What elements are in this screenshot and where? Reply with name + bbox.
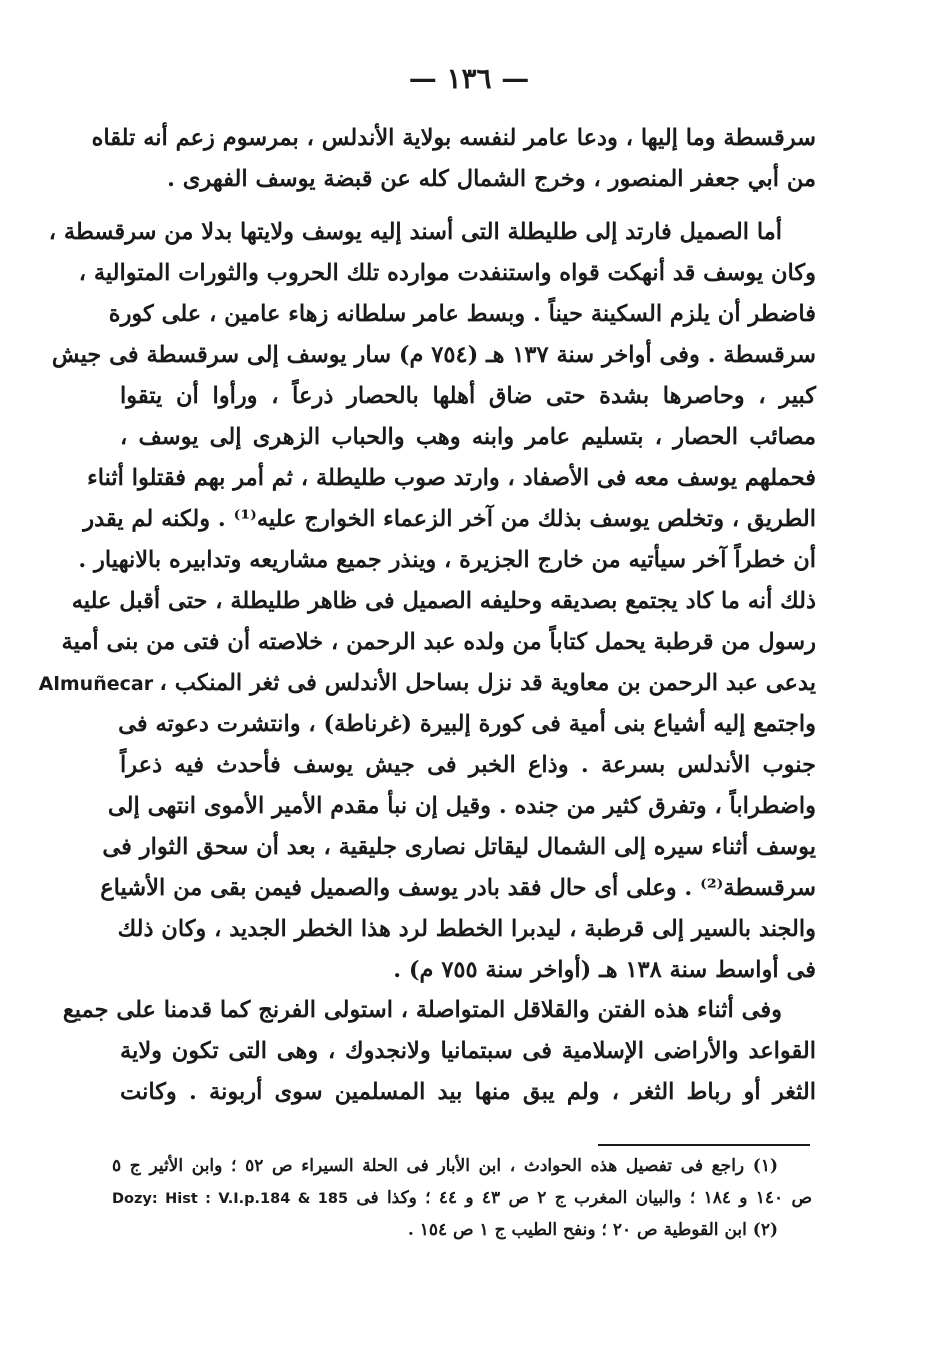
footnote-1-line-1: (١) راجع فى تفصيل هذه الحوادث ، ابن الأبار فى الحلة السيراء ص ٥٢ ؛ وابن الأثير ج ٥	[112, 1156, 779, 1176]
footnote-1-line-2	[112, 1182, 812, 1214]
text-line: أن خطراً آخر سيأتيه من خارج الجزيرة ، وينذر جميع مشاريعه وتدابيره بالانهيار .	[78, 547, 816, 573]
footnote-latin-reference: Dozy: Hist : V.I.p.184 & 185	[112, 1191, 349, 1207]
text-line: سرقسطة⁽²⁾ . وعلى أى حال فقد بادر يوسف والصميل فيمن بقى من الأشياع	[100, 875, 816, 901]
text-segment: يدعى عبد الرحمن بن معاوية قد نزل بساحل الأندلس فى ثغر المنكب	[174, 670, 816, 696]
text-line: وفى أثناء هذه الفتن والقلاقل المتواصلة ، استولى الفرنج كما قدمنا على جميع	[62, 997, 782, 1023]
text-line: القواعد والأراضى الإسلامية فى سبتمانيا ولانجدوك ، وهى التى تكون ولاية	[120, 1038, 816, 1064]
text-line: أما الصميل فارتد إلى طليطلة التى أسند إليه يوسف ولايتها بدلا من سرقسطة ،	[48, 219, 782, 245]
text-line: وكان يوسف قد أنهكت قواه واستنفدت موارده تلك الحروب والثورات المتوالية ،	[78, 260, 816, 286]
text-line: فحملهم يوسف معه فى الأصفاد ، وارتد صوب طليطلة ، ثم أمر بهم فقتلوا أثناء	[87, 465, 816, 491]
footnotes	[112, 1150, 812, 1246]
paragraph-1	[91, 118, 816, 200]
text-line: سرقسطة وما إليها ، ودعا عامر لنفسه بولاية الأندلس ، بمرسوم زعم أنه تلقاه	[91, 125, 816, 151]
text-line: واضطراباً ، وتفرق كثير من جنده . وقيل إن نبأ مقدم الأمير الأموى انتهى إلى	[107, 793, 816, 819]
footnote-2: (٢) ابن القوطية ص ٢٠ ؛ ونفح الطيب ج ١ ص ١٥٤ .	[407, 1220, 778, 1240]
text-line: ذلك أنه ما كاد يجتمع بصديقه وحليفه الصميل فى ظاهر طليطلة ، حتى أقبل عليه	[71, 588, 816, 614]
paragraph-3	[62, 990, 816, 1113]
text-line: والجند بالسير إلى قرطبة ، ليدبرا الخطط لرد هذا الخطر الجديد ، وكان ذلك	[117, 916, 816, 942]
page-number: — ١٣٦ —	[408, 62, 530, 95]
text-line: الطريق ، وتخلص يوسف بذلك من آخر الزعماء الخوارج عليه⁽¹⁾ . ولكنه لم يقدر	[83, 506, 816, 532]
text-line: الثغر أو رباط الثغر ، ولم يبق منها بيد المسلمين سوى أربونة . وكانت	[120, 1079, 816, 1105]
text-line-with-latin	[38, 663, 816, 704]
text-line: فى أواسط سنة ١٣٨ هـ (أواخر سنة ٧٥٥ م) .	[393, 957, 816, 983]
text-line: يوسف أثناء سيره إلى الشمال ليقاتل نصارى جليقية ، بعد أن سحق الثوار فى	[102, 834, 816, 860]
text-line: فاضطر أن يلزم السكينة حيناً . وبسط عامر سلطانه زهاء عامين ، على كورة	[108, 301, 816, 327]
text-line: واجتمع إليه أشياع بنى أمية فى كورة إلبيرة (غرناطة) ، وانتشرت دعوته فى	[118, 711, 816, 737]
text-line: جنوب الأندلس بسرعة . وذاع الخبر فى جيش يوسف فأحدث فيه ذعراً	[120, 752, 816, 778]
footnote-divider	[598, 1144, 810, 1146]
text-line: سرقسطة . وفى أواخر سنة ١٣٧ هـ (٧٥٤ م) سار يوسف إلى سرقسطة فى جيش	[51, 342, 816, 368]
text-line: من أبي جعفر المنصور ، وخرج الشمال كله عن قبضة يوسف الفهرى .	[167, 166, 816, 192]
paragraph-2	[38, 212, 816, 991]
latin-place-name: Almuñecar ،	[38, 673, 167, 695]
text-line: مصائب الحصار ، بتسليم عامر وابنه وهب والحباب الزهرى إلى يوسف ،	[120, 424, 816, 450]
footnote-text: ص ١٤٠ و ١٨٤ ؛ والبيان المغرب ج ٢ ص ٤٣ و ٤٤ ؛ وكذا فى	[356, 1188, 813, 1208]
text-line: كبير ، وحاصرها بشدة حتى ضاق أهلها بالحصار ذرعاً ، ورأوا أن يتقوا	[120, 383, 816, 409]
text-line: رسول من قرطبة يحمل كتاباً من ولده عبد الرحمن ، خلاصته أن فتى من بنى أمية	[61, 629, 816, 655]
